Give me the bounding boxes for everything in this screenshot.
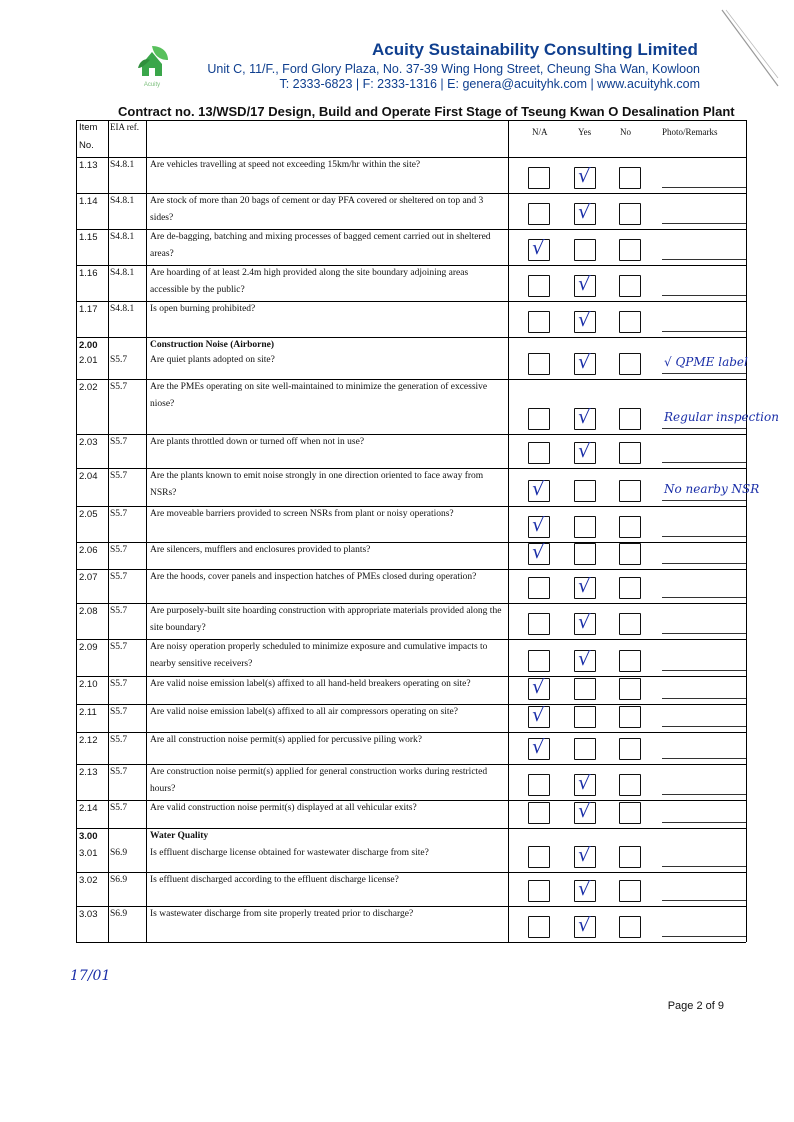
check-mark-icon: √ — [577, 574, 591, 598]
item-number: 2.02 — [79, 382, 98, 393]
remarks-line — [662, 670, 746, 671]
col-header-remarks: Photo/Remarks — [662, 127, 718, 137]
item-number: 2.05 — [79, 509, 98, 520]
col-header-item-no: No. — [79, 140, 94, 151]
col-header-na: N/A — [532, 127, 548, 137]
checkbox-no-icon[interactable] — [619, 774, 641, 796]
remarks-line — [662, 295, 746, 296]
checkbox-no-icon[interactable] — [619, 650, 641, 672]
check-mark-icon: √ — [577, 771, 591, 795]
eia-reference: S5.7 — [110, 382, 128, 392]
item-number: 2.14 — [79, 803, 98, 814]
checklist-question: Are the PMEs operating on site well-maintained to minimize the generation of excessive niose? — [150, 382, 488, 409]
item-number: 2.01 — [79, 355, 98, 366]
handwritten-remark: No nearby NSR — [664, 482, 760, 496]
eia-reference: S5.7 — [110, 545, 128, 555]
eia-reference: S5.7 — [110, 679, 128, 689]
checklist-question: Are valid noise emission label(s) affixed to all air compressors operating on site? — [150, 707, 458, 717]
checkbox-yes-icon[interactable] — [574, 678, 596, 700]
table-column-divider — [108, 120, 109, 942]
checkbox-na-icon[interactable] — [528, 203, 550, 225]
remarks-line — [662, 462, 746, 463]
item-number: 2.13 — [79, 767, 98, 778]
checkbox-yes-icon[interactable] — [574, 480, 596, 502]
item-number: 3.00 — [79, 831, 98, 842]
section-title: Water Quality — [150, 831, 209, 841]
logo-text: Acuity — [143, 82, 161, 88]
item-number: 2.07 — [79, 572, 98, 583]
check-mark-icon: √ — [577, 913, 591, 937]
checkbox-yes-icon[interactable] — [574, 516, 596, 538]
checkbox-no-icon[interactable] — [619, 706, 641, 728]
checkbox-no-icon[interactable] — [619, 516, 641, 538]
checkbox-na-icon[interactable] — [528, 442, 550, 464]
company-contact: T: 2333-6823 | F: 2333-1316 | E: genera@acuityhk.com | www.acuityhk.com — [279, 77, 700, 91]
item-number: 2.10 — [79, 679, 98, 690]
col-header-no: No — [620, 127, 631, 137]
checklist-question: Are quiet plants adopted on site? — [150, 355, 275, 365]
eia-reference: S6.9 — [110, 875, 128, 885]
checkbox-no-icon[interactable] — [619, 311, 641, 333]
checkbox-na-icon[interactable] — [528, 916, 550, 938]
eia-reference: S4.8.1 — [110, 196, 135, 206]
checklist-question: Are hoarding of at least 2.4m high provided along the site boundary adjoining areas accessible by the public? — [150, 268, 469, 295]
remarks-line — [662, 223, 746, 224]
check-mark-icon: √ — [531, 513, 545, 537]
checklist-question: Are noisy operation properly scheduled to minimize exposure and cumulative impacts to nearby sensitive receivers? — [150, 642, 488, 669]
check-mark-icon: √ — [531, 236, 545, 260]
eia-reference: S6.9 — [110, 909, 128, 919]
checkbox-no-icon[interactable] — [619, 275, 641, 297]
checkbox-no-icon[interactable] — [619, 353, 641, 375]
section-title: Construction Noise (Airborne) — [150, 340, 275, 350]
item-number: 2.04 — [79, 471, 98, 482]
checkbox-na-icon[interactable] — [528, 167, 550, 189]
checkbox-no-icon[interactable] — [619, 239, 641, 261]
item-number: 1.13 — [79, 160, 98, 171]
checkbox-na-icon[interactable] — [528, 353, 550, 375]
checkbox-na-icon[interactable] — [528, 880, 550, 902]
checklist-question: Are de-bagging, batching and mixing processes of bagged cement carried out in sheltered areas? — [150, 232, 491, 259]
eia-reference: S5.7 — [110, 355, 128, 365]
checkbox-na-icon[interactable] — [528, 802, 550, 824]
check-mark-icon: √ — [531, 477, 545, 501]
checkbox-no-icon[interactable] — [619, 738, 641, 760]
item-number: 1.15 — [79, 232, 98, 243]
item-number: 2.12 — [79, 735, 98, 746]
eia-reference: S5.7 — [110, 471, 128, 481]
checkbox-yes-icon[interactable] — [574, 738, 596, 760]
checkbox-yes-icon[interactable] — [574, 706, 596, 728]
checklist-question: Are plants throttled down or turned off when not in use? — [150, 437, 365, 447]
remarks-line — [662, 794, 746, 795]
remarks-line — [662, 758, 746, 759]
eia-reference: S4.8.1 — [110, 268, 135, 278]
checkbox-no-icon[interactable] — [619, 613, 641, 635]
remarks-line — [662, 900, 746, 901]
checkbox-no-icon[interactable] — [619, 203, 641, 225]
remarks-line — [662, 536, 746, 537]
checklist-question: Is effluent discharged according to the effluent discharge license? — [150, 875, 399, 885]
check-mark-icon: √ — [577, 164, 591, 188]
remarks-line — [662, 563, 746, 564]
checkbox-no-icon[interactable] — [619, 442, 641, 464]
eia-reference: S5.7 — [110, 707, 128, 717]
checkbox-na-icon[interactable] — [528, 408, 550, 430]
item-number: 2.06 — [79, 545, 98, 556]
checkbox-no-icon[interactable] — [619, 408, 641, 430]
check-mark-icon: √ — [577, 308, 591, 332]
check-mark-icon: √ — [577, 405, 591, 429]
remarks-line — [662, 633, 746, 634]
check-mark-icon: √ — [577, 610, 591, 634]
checklist-question: Are vehicles travelling at speed not exceeding 15km/hr within the site? — [150, 160, 421, 170]
checklist-question: Are the plants known to emit noise strongly in one direction oriented to face away from NSRs? — [150, 471, 484, 498]
col-header-yes: Yes — [578, 127, 592, 137]
checkbox-no-icon[interactable] — [619, 577, 641, 599]
handwritten-remark: Regular inspection — [664, 410, 779, 424]
checkbox-na-icon[interactable] — [528, 650, 550, 672]
col-header-eia-ref: EIA ref. — [110, 122, 139, 132]
checkbox-no-icon[interactable] — [619, 846, 641, 868]
remarks-line — [662, 373, 746, 374]
eia-reference: S5.7 — [110, 606, 128, 616]
item-number: 3.02 — [79, 875, 98, 886]
company-logo-icon — [128, 38, 176, 94]
checklist-question: Are moveable barriers provided to screen NSRs from plant or noisy operations? — [150, 509, 454, 519]
check-mark-icon: √ — [577, 350, 591, 374]
table-bottom-border — [76, 942, 746, 943]
remarks-line — [662, 187, 746, 188]
remarks-line — [662, 822, 746, 823]
remarks-line — [662, 500, 746, 501]
eia-reference: S5.7 — [110, 735, 128, 745]
check-mark-icon: √ — [577, 439, 591, 463]
eia-reference: S5.7 — [110, 642, 128, 652]
check-mark-icon: √ — [531, 735, 545, 759]
item-number: 2.00 — [79, 340, 98, 351]
check-mark-icon: √ — [531, 703, 545, 727]
check-mark-icon: √ — [531, 675, 545, 699]
checkbox-na-icon[interactable] — [528, 846, 550, 868]
checklist-question: Are stock of more than 20 bags of cement or day PFA covered or sheltered on top and 3 sides? — [150, 196, 484, 223]
item-number: 3.03 — [79, 909, 98, 920]
check-mark-icon: √ — [531, 540, 545, 564]
check-mark-icon: √ — [577, 877, 591, 901]
checklist-question: Are construction noise permit(s) applied for general construction works during restricted hours? — [150, 767, 488, 794]
eia-reference: S5.7 — [110, 572, 128, 582]
remarks-line — [662, 331, 746, 332]
eia-reference: S5.7 — [110, 767, 128, 777]
item-number: 2.09 — [79, 642, 98, 653]
remarks-line — [662, 597, 746, 598]
eia-reference: S6.9 — [110, 848, 128, 858]
table-top-border — [76, 120, 746, 121]
checkbox-na-icon[interactable] — [528, 577, 550, 599]
checkbox-no-icon[interactable] — [619, 543, 641, 565]
checklist-question: Are valid noise emission label(s) affixed to all hand-held breakers operating on site? — [150, 679, 471, 689]
checklist-question: Is open burning prohibited? — [150, 304, 256, 314]
remarks-line — [662, 698, 746, 699]
checkbox-no-icon[interactable] — [619, 916, 641, 938]
handwritten-remark: √ QPME label — [664, 355, 748, 369]
checklist-question: Is wastewater discharge from site properly treated prior to discharge? — [150, 909, 414, 919]
checkbox-yes-icon[interactable] — [574, 543, 596, 565]
item-number: 3.01 — [79, 848, 98, 859]
remarks-line — [662, 428, 746, 429]
remarks-line — [662, 259, 746, 260]
scan-edge-mark — [720, 8, 780, 88]
eia-reference: S4.8.1 — [110, 160, 135, 170]
company-name: Acuity Sustainability Consulting Limited — [372, 40, 698, 59]
check-mark-icon: √ — [577, 799, 591, 823]
col-header-item: Item — [79, 122, 98, 133]
check-mark-icon: √ — [577, 843, 591, 867]
checkbox-no-icon[interactable] — [619, 802, 641, 824]
checklist-question: Are all construction noise permit(s) applied for percussive piling work? — [150, 735, 422, 745]
checkbox-no-icon[interactable] — [619, 880, 641, 902]
page-number: Page 2 of 9 — [667, 1000, 724, 1012]
checklist-question: Are the hoods, cover panels and inspection hatches of PMEs closed during operation? — [150, 572, 477, 582]
table-column-divider — [76, 120, 77, 942]
checklist-question: Is effluent discharge license obtained for wastewater discharge from site? — [150, 848, 429, 858]
company-address: Unit C, 11/F., Ford Glory Plaza, No. 37-39 Wing Hong Street, Cheung Sha Wan, Kowloon — [207, 62, 700, 76]
handwritten-date: 17/01 — [70, 968, 111, 984]
checkbox-no-icon[interactable] — [619, 167, 641, 189]
eia-reference: S4.8.1 — [110, 232, 135, 242]
table-column-divider — [746, 120, 747, 942]
remarks-line — [662, 866, 746, 867]
item-number: 2.03 — [79, 437, 98, 448]
eia-reference: S4.8.1 — [110, 304, 135, 314]
remarks-line — [662, 936, 746, 937]
table-column-divider — [508, 120, 509, 942]
eia-reference: S5.7 — [110, 803, 128, 813]
eia-reference: S5.7 — [110, 437, 128, 447]
eia-reference: S5.7 — [110, 509, 128, 519]
checklist-question: Are purposely-built site hoarding construction with appropriate materials provided along the site boundary? — [150, 606, 502, 633]
check-mark-icon: √ — [577, 647, 591, 671]
table-column-divider — [146, 120, 147, 942]
contract-title: Contract no. 13/WSD/17 Design, Build and Operate First Stage of Tseung Kwan O Desalination Plant — [118, 104, 735, 119]
checklist-question: Are silencers, mufflers and enclosures provided to plants? — [150, 545, 371, 555]
checkbox-na-icon[interactable] — [528, 774, 550, 796]
item-number: 2.08 — [79, 606, 98, 617]
item-number: 1.17 — [79, 304, 98, 315]
item-number: 1.14 — [79, 196, 98, 207]
checkbox-na-icon[interactable] — [528, 613, 550, 635]
checklist-question: Are valid construction noise permit(s) displayed at all vehicular exits? — [150, 803, 417, 813]
checkbox-no-icon[interactable] — [619, 480, 641, 502]
check-mark-icon: √ — [577, 200, 591, 224]
checkbox-na-icon[interactable] — [528, 275, 550, 297]
item-number: 1.16 — [79, 268, 98, 279]
remarks-line — [662, 726, 746, 727]
checkbox-na-icon[interactable] — [528, 311, 550, 333]
checkbox-yes-icon[interactable] — [574, 239, 596, 261]
check-mark-icon: √ — [577, 272, 591, 296]
item-number: 2.11 — [79, 707, 97, 718]
checkbox-no-icon[interactable] — [619, 678, 641, 700]
